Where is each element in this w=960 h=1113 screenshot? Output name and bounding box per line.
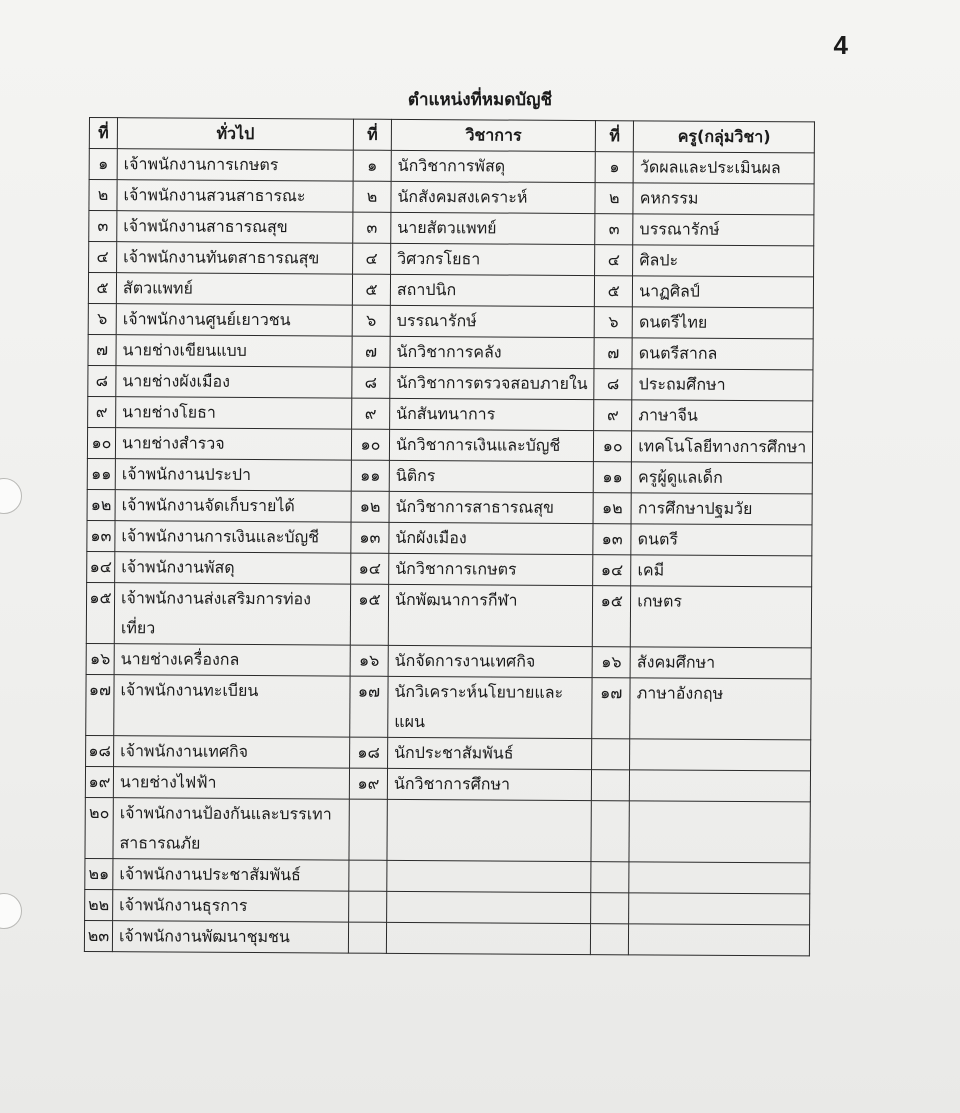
row-number-academic: ๑๔ xyxy=(351,553,389,584)
table-row xyxy=(86,643,811,678)
table-row xyxy=(85,858,810,893)
row-number-general: ๙ xyxy=(88,396,116,427)
academic-position: นักจัดการงานเทศกิจ xyxy=(388,645,592,677)
academic-position xyxy=(387,860,591,892)
academic-position xyxy=(387,799,592,861)
academic-position: นักวิชาการศึกษา xyxy=(387,768,591,800)
row-number-academic: ๙ xyxy=(352,398,390,429)
teacher-subject: วัดผลและประเมินผล xyxy=(633,152,814,184)
academic-position: สถาปนิก xyxy=(390,274,594,306)
general-position: นายช่างโยธา xyxy=(116,397,352,429)
row-number-general: ๕ xyxy=(88,273,116,304)
row-number-teacher: ๘ xyxy=(594,369,632,400)
general-position: เจ้าพนักงานพัสดุ xyxy=(115,552,351,584)
academic-position: นักวิเคราะห์นโยบายและแผน xyxy=(388,676,593,738)
row-number-general: ๒๒ xyxy=(85,889,113,920)
binder-hole xyxy=(0,893,22,929)
row-number-teacher: ๕ xyxy=(595,276,633,307)
general-position: เจ้าพนักงานการเงินและบัญชี xyxy=(115,521,351,553)
row-number-academic: ๗ xyxy=(352,336,390,367)
row-number-academic xyxy=(349,891,387,922)
teacher-subject xyxy=(629,862,810,894)
academic-position: นักพัฒนาการกีฬา xyxy=(388,584,593,646)
row-number-general: ๑๙ xyxy=(85,766,113,797)
row-number-general: ๑๕ xyxy=(86,582,114,643)
row-number-general: ๑๒ xyxy=(87,489,115,520)
table-row xyxy=(87,489,812,524)
general-position: นายช่างไฟฟ้า xyxy=(113,767,349,799)
row-number-academic xyxy=(348,922,386,953)
row-number-general: ๔ xyxy=(89,242,117,273)
teacher-subject: คหกรรม xyxy=(633,183,814,215)
page-number: 4 xyxy=(833,30,848,60)
general-position: เจ้าพนักงานธุรการ xyxy=(113,890,349,922)
general-position: เจ้าพนักงานประชาสัมพันธ์ xyxy=(113,859,349,891)
row-number-general: ๘ xyxy=(88,365,116,396)
vacant-positions-table xyxy=(84,117,815,956)
academic-position: นายสัตวแพทย์ xyxy=(391,212,595,244)
table-row xyxy=(89,242,814,277)
header-general: ทั่วไป xyxy=(117,118,353,150)
row-number-general: ๑๐ xyxy=(87,427,115,458)
row-number-general: ๑๘ xyxy=(86,735,114,766)
header-academic: วิชาการ xyxy=(391,119,595,151)
row-number-general: ๑๗ xyxy=(86,674,114,735)
row-number-teacher xyxy=(591,924,629,955)
general-position: เจ้าพนักงานทันตสาธารณสุข xyxy=(117,242,353,274)
row-number-teacher: ๓ xyxy=(595,214,633,245)
academic-position: นักสันทนาการ xyxy=(390,398,594,430)
academic-position: นักวิชาการตรวจสอบภายใน xyxy=(390,367,594,399)
row-number-teacher: ๑๓ xyxy=(593,524,631,555)
row-number-academic: ๒ xyxy=(353,181,391,212)
teacher-subject: ศิลปะ xyxy=(633,245,814,277)
academic-position xyxy=(387,891,591,923)
row-number-general: ๒ xyxy=(89,180,117,211)
academic-position: วิศวกรโยธา xyxy=(391,243,595,275)
row-number-teacher: ๙ xyxy=(594,400,632,431)
row-number-general: ๒๓ xyxy=(84,920,112,951)
row-number-academic xyxy=(349,799,387,860)
general-position: เจ้าพนักงานส่งเสริมการท่องเที่ยว xyxy=(114,583,350,645)
academic-position: นักวิชาการพัสดุ xyxy=(391,150,595,182)
header-teacher: ครู(กลุ่มวิชา) xyxy=(634,121,815,153)
row-number-teacher: ๑ xyxy=(595,152,633,183)
academic-position: นักวิชาการสาธารณสุข xyxy=(389,491,593,523)
binder-hole xyxy=(0,478,22,514)
table-row xyxy=(87,551,812,586)
row-number-teacher: ๒ xyxy=(595,183,633,214)
general-position: นายช่างเครื่องกล xyxy=(114,644,350,676)
table-row xyxy=(88,365,813,400)
table-row xyxy=(84,920,809,955)
academic-position: นักวิชาการเงินและบัญชี xyxy=(389,429,593,461)
header-no-general: ที่ xyxy=(89,118,117,149)
teacher-subject xyxy=(629,893,810,925)
row-number-academic: ๑๗ xyxy=(350,676,388,737)
table-row xyxy=(85,889,810,924)
row-number-general: ๑๖ xyxy=(86,643,114,674)
table-row xyxy=(89,149,814,184)
academic-position: นักผังเมือง xyxy=(389,522,593,554)
row-number-teacher: ๖ xyxy=(594,307,632,338)
row-number-teacher: ๑๐ xyxy=(594,431,632,462)
general-position: เจ้าพนักงานพัฒนาชุมชน xyxy=(112,921,348,953)
teacher-subject xyxy=(629,924,810,956)
teacher-subject: บรรณารักษ์ xyxy=(633,214,814,246)
row-number-general: ๒๐ xyxy=(85,797,113,858)
row-number-teacher xyxy=(591,862,629,893)
row-number-teacher xyxy=(592,739,630,770)
general-position: เจ้าพนักงานศูนย์เยาวชน xyxy=(116,304,352,336)
row-number-teacher: ๗ xyxy=(594,338,632,369)
table-row xyxy=(86,582,812,647)
teacher-subject: เคมี xyxy=(631,555,812,587)
row-number-academic: ๓ xyxy=(353,212,391,243)
general-position: สัตวแพทย์ xyxy=(116,273,352,305)
row-number-academic: ๔ xyxy=(353,243,391,274)
table-row xyxy=(87,520,812,555)
general-position: เจ้าพนักงานสาธารณสุข xyxy=(117,211,353,243)
teacher-subject: ภาษาอังกฤษ xyxy=(630,678,811,740)
row-number-academic: ๖ xyxy=(352,305,390,336)
academic-position: นิติกร xyxy=(389,460,593,492)
row-number-general: ๓ xyxy=(89,211,117,242)
table-header-row xyxy=(89,118,814,153)
row-number-teacher: ๑๕ xyxy=(593,586,631,647)
general-position: นายช่างผังเมือง xyxy=(116,366,352,398)
teacher-subject xyxy=(630,770,811,802)
general-position: เจ้าพนักงานสวนสาธารณะ xyxy=(117,180,353,212)
general-position: เจ้าพนักงานจัดเก็บรายได้ xyxy=(115,490,351,522)
academic-position: นักวิชาการคลัง xyxy=(390,336,594,368)
teacher-subject: เทคโนโลยีทางการศึกษา xyxy=(632,431,813,463)
table-row xyxy=(86,674,812,739)
row-number-academic: ๑๐ xyxy=(351,429,389,460)
table-row xyxy=(87,458,812,493)
table-row xyxy=(87,427,812,462)
academic-position: บรรณารักษ์ xyxy=(390,305,594,337)
table-row xyxy=(88,334,813,369)
general-position: นายช่างสำรวจ xyxy=(115,428,351,460)
academic-position: นักประชาสัมพันธ์ xyxy=(388,737,592,769)
table-row xyxy=(89,180,814,215)
row-number-general: ๒๑ xyxy=(85,858,113,889)
row-number-teacher: ๑๖ xyxy=(592,647,630,678)
row-number-teacher xyxy=(591,893,629,924)
row-number-general: ๗ xyxy=(88,334,116,365)
row-number-academic: ๑ xyxy=(353,150,391,181)
row-number-academic: ๕ xyxy=(352,274,390,305)
table-row xyxy=(88,303,813,338)
academic-position xyxy=(386,922,590,954)
table-row xyxy=(85,797,811,862)
row-number-teacher: ๔ xyxy=(595,245,633,276)
academic-position: นักวิชาการเกษตร xyxy=(389,553,593,585)
row-number-academic: ๑๒ xyxy=(351,491,389,522)
teacher-subject: นาฏศิลป์ xyxy=(633,276,814,308)
row-number-academic: ๑๕ xyxy=(350,584,388,645)
teacher-subject: ดนตรีสากล xyxy=(632,338,813,370)
academic-position: นักสังคมสงเคราะห์ xyxy=(391,181,595,213)
row-number-academic: ๑๖ xyxy=(350,645,388,676)
row-number-academic: ๑๙ xyxy=(349,768,387,799)
teacher-subject: สังคมศึกษา xyxy=(630,647,811,679)
teacher-subject: ดนตรีไทย xyxy=(632,307,813,339)
row-number-teacher: ๑๔ xyxy=(593,555,631,586)
teacher-subject: ภาษาจีน xyxy=(632,400,813,432)
general-position: เจ้าพนักงานเทศกิจ xyxy=(114,736,350,768)
teacher-subject: ดนตรี xyxy=(631,524,812,556)
table-row xyxy=(85,766,810,801)
header-no-teacher: ที่ xyxy=(596,121,634,152)
general-position: เจ้าพนักงานการเกษตร xyxy=(117,149,353,181)
row-number-academic: ๘ xyxy=(352,367,390,398)
row-number-academic: ๑๘ xyxy=(350,737,388,768)
row-number-teacher: ๑๒ xyxy=(593,493,631,524)
row-number-academic xyxy=(349,860,387,891)
row-number-academic: ๑๑ xyxy=(351,460,389,491)
general-position: นายช่างเขียนแบบ xyxy=(116,335,352,367)
general-position: เจ้าพนักงานประปา xyxy=(115,459,351,491)
row-number-academic: ๑๓ xyxy=(351,522,389,553)
teacher-subject: การศึกษาปฐมวัย xyxy=(631,493,812,525)
general-position: เจ้าพนักงานทะเบียน xyxy=(114,675,350,737)
row-number-general: ๑๔ xyxy=(87,551,115,582)
page-title: ตำแหน่งที่หมดบัญชี xyxy=(407,90,553,110)
row-number-teacher xyxy=(592,770,630,801)
table-row xyxy=(88,273,813,308)
table-row xyxy=(86,735,811,770)
row-number-general: ๑ xyxy=(89,149,117,180)
teacher-subject xyxy=(630,739,811,771)
row-number-general: ๑๓ xyxy=(87,520,115,551)
teacher-subject: ประถมศึกษา xyxy=(632,369,813,401)
teacher-subject xyxy=(629,801,810,863)
row-number-teacher xyxy=(591,801,629,862)
teacher-subject: ครูผู้ดูแลเด็ก xyxy=(631,462,812,494)
row-number-general: ๑๑ xyxy=(87,458,115,489)
row-number-general: ๖ xyxy=(88,303,116,334)
table-row xyxy=(88,396,813,431)
row-number-teacher: ๑๑ xyxy=(593,462,631,493)
header-no-academic: ที่ xyxy=(353,119,391,150)
row-number-teacher: ๑๗ xyxy=(592,678,630,739)
general-position: เจ้าพนักงานป้องกันและบรรเทาสาธารณภัย xyxy=(113,798,349,860)
table-row xyxy=(89,211,814,246)
teacher-subject: เกษตร xyxy=(631,586,812,648)
